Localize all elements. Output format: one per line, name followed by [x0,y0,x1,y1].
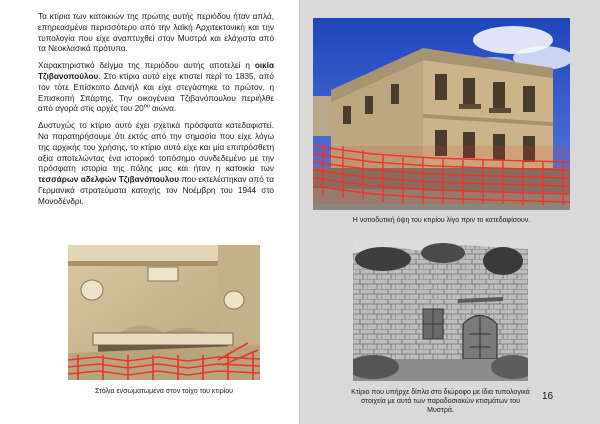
building-caption: Η νοτιοδυτική όψη του κτιρίου λίγο πριν το κατεδαφίσουν. [352,217,531,224]
building-illustration [313,18,570,210]
neighbor-caption: Κτίριο που υπήρχε δίπλα στο διώροφο με ίδια τυπολογικά στοιχεία με αυτά των παραδοσιακών κτισμάτων του Μυστρά. [351,389,530,414]
paragraph-1: Τα κτίρια των κατοικιών της πρώτης αυτής περιόδου ήταν απλά, επηρεασμένα περισσότερο από την λαϊκή Αρχιτεκτονική και την τυπολογία που είχε αναπτυχθεί στον Μυστρά και ελάχιστα από τα Νεοκλασικά πρότυπα. [38,12,274,54]
brothers-name: τεσσάρων αδελφών Τζιβανόπουλου [38,175,180,185]
page-number: 16 [542,391,554,402]
ordinal-suffix: ου [143,103,150,110]
balcony-caption: Στόλια ενσωματωμένα στον τοίχο του κτιρίου [94,388,233,395]
right-page [300,0,600,424]
paragraph-2-middle: . Στο κτίριο αυτό είχε κτιστεί περί το 1835, από τον τότε Επίσκοπο Δανιήλ και είχε στεγάστηκε το πρώτον, η Επισκοπή Σπάρτης. Την οικογένεια Τζιβανόπουλου περιήλθε από αγορά στις αρχές του 20 [38,71,274,114]
building-photo [313,18,570,210]
paragraph-2 [38,61,274,115]
paragraph-3 [38,121,274,207]
body-text [38,12,274,214]
house-name: οικία Τζιβανοπούλου [38,61,274,81]
paragraph-2-start: Χαρακτηριστικό δείγμα της περιόδου αυτής αποτελεί η [38,61,255,71]
neighbor-photo [353,239,528,381]
paragraph-2-end: αιώνα. [149,104,177,114]
paragraph-3-end: που εκτελέστηκαν από τα Γερμανικά στρατεύματα κατοχής τον Νοέμβρη του 1944 στο Μονοδένδρι. [38,175,274,206]
balcony-illustration [68,245,260,380]
paragraph-3-start: Δυστυχώς το κτίριο αυτό έχει σχετικά πρόσφατα κατεδαφιστεί. Να παρατηρήσουμε ότι εκτός από την σημασία που είχε λόγω της αρχικής του χρήσης, το κτίριο αυτό είχε και μία επιπρόσθετη αξία αποτελώντας ένα ιστορικό τοπόσημο συνδεδεμένο με την πρόσφατη ιστορία της πόλης μας και ήταν η κατοικία των [38,121,274,174]
balcony-photo [68,245,260,380]
neighbor-illustration [353,239,528,381]
